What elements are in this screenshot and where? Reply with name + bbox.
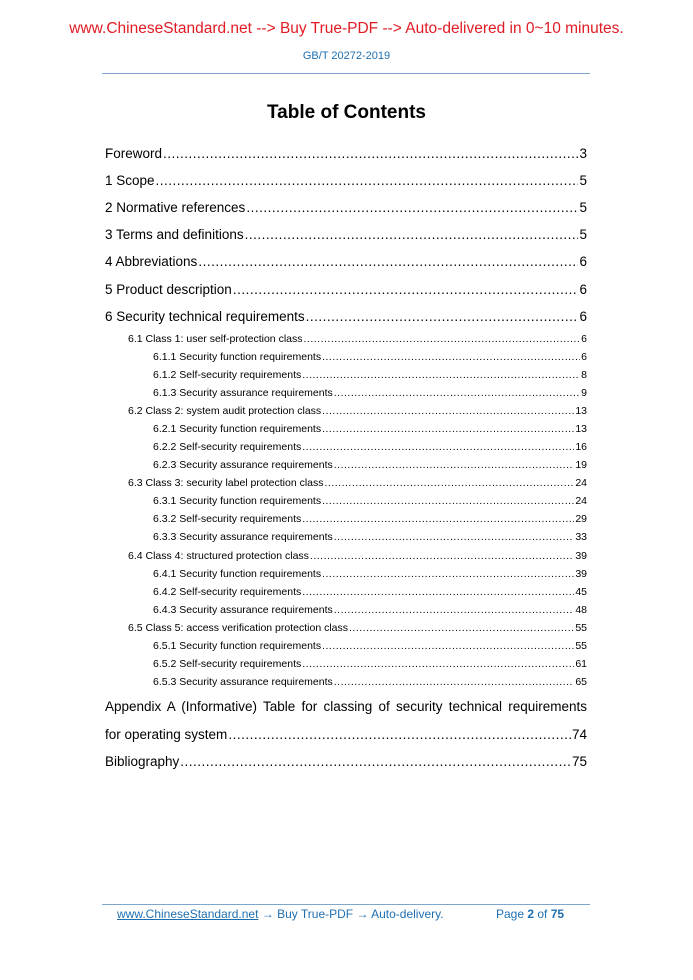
toc-entry-foreword[interactable] <box>105 146 587 161</box>
toc-entry-page: 13 <box>575 423 587 435</box>
toc-leader <box>156 173 579 188</box>
footer-site-link[interactable]: www.ChineseStandard.net <box>117 907 259 921</box>
toc-entry-page: 24 <box>575 477 587 489</box>
toc-entry-page: 45 <box>575 586 587 598</box>
toc-entry-6-3[interactable] <box>128 477 587 489</box>
toc-leader <box>306 309 579 324</box>
toc-entry-label: 5 Product description <box>105 282 232 297</box>
toc-entry-page: 55 <box>575 622 587 634</box>
toc-entry-label: 6.4.3 Security assurance requirements <box>153 604 333 616</box>
page-current: 2 <box>527 907 535 921</box>
toc-entry-label: 6.5.3 Security assurance requirements <box>153 676 333 688</box>
toc-entry-page: 9 <box>581 387 587 399</box>
toc-entry-page: 3 <box>579 146 587 161</box>
toc-entry-page: 39 <box>575 550 587 562</box>
toc-entry-6-1-1[interactable] <box>153 351 587 363</box>
toc-entry-product-description[interactable] <box>105 282 587 297</box>
toc-leader <box>322 351 580 363</box>
footer-divider <box>102 904 590 905</box>
toc-leader <box>180 754 571 769</box>
toc-leader <box>302 513 574 525</box>
toc-entry-label: 6.3.2 Self-security requirements <box>153 513 302 525</box>
toc-entry-6-5-3[interactable] <box>153 676 587 688</box>
toc-entry-scope[interactable] <box>105 173 587 188</box>
toc-entry-label: 6.1.3 Security assurance requirements <box>153 387 333 399</box>
toc-entry-page: 5 <box>579 200 587 215</box>
toc-entry-page: 24 <box>575 495 587 507</box>
toc-entry-6-3-3[interactable] <box>153 531 587 543</box>
toc-leader <box>302 586 574 598</box>
toc-entry-page: 19 <box>575 459 587 471</box>
toc-entry-page: 6 <box>579 309 587 324</box>
toc-entry-page: 61 <box>575 658 587 670</box>
toc-leader <box>322 640 574 652</box>
toc-entry-page: 5 <box>579 173 587 188</box>
toc-leader <box>334 604 575 616</box>
toc-entry-label: 6.3 Class 3: security label protection class <box>128 477 324 489</box>
toc-entry-appendix-line1[interactable]: Appendix A (Informative) Table for classing of security technical requirements <box>105 699 587 714</box>
toc-entry-6-1-3[interactable] <box>153 387 587 399</box>
toc-leader <box>325 477 575 489</box>
toc-leader <box>334 676 575 688</box>
toc-leader <box>322 405 574 417</box>
toc-leader <box>163 146 578 161</box>
toc-leader <box>322 568 574 580</box>
toc-entry-page: 74 <box>571 727 587 742</box>
toc-entry-normative-references[interactable] <box>105 200 587 215</box>
toc-entry-label: Bibliography <box>105 754 180 769</box>
toc-entry-label: 2 Normative references <box>105 200 246 215</box>
toc-entry-label: Foreword <box>105 146 163 161</box>
toc-entry-label: 4 Abbreviations <box>105 254 198 269</box>
toc-leader <box>302 441 574 453</box>
page-total: 75 <box>550 907 565 921</box>
toc-entry-terms-definitions[interactable] <box>105 227 587 242</box>
toc-entry-page: 6 <box>579 254 587 269</box>
toc-entry-label: 6.4.1 Security function requirements <box>153 568 322 580</box>
toc-entry-6-1-2[interactable] <box>153 369 587 381</box>
toc-entry-label: 6.2.3 Security assurance requirements <box>153 459 333 471</box>
toc-leader <box>245 227 579 242</box>
toc-entry-6-2-2[interactable] <box>153 441 587 453</box>
toc-entry-page: 6 <box>579 282 587 297</box>
toc-entry-6-4[interactable] <box>128 550 587 562</box>
toc-entry-label: 6.4 Class 4: structured protection class <box>128 550 309 562</box>
toc-leader <box>228 727 571 742</box>
toc-entry-page: 48 <box>575 604 587 616</box>
toc-entry-label: 6.1 Class 1: user self-protection class <box>128 333 303 345</box>
toc-entry-page: 8 <box>581 369 587 381</box>
toc-entry-abbreviations[interactable] <box>105 254 587 269</box>
toc-entry-6-2-3[interactable] <box>153 459 587 471</box>
toc-leader <box>233 282 579 297</box>
toc-leader <box>246 200 578 215</box>
page-indicator <box>496 907 564 921</box>
toc-entry-page: 5 <box>579 227 587 242</box>
toc-entry-label: 1 Scope <box>105 173 155 188</box>
toc-entry-6-5-1[interactable] <box>153 640 587 652</box>
toc-entry-label: 6.2 Class 2: system audit protection class <box>128 405 322 417</box>
toc-entry-label: 6 Security technical requirements <box>105 309 305 324</box>
toc-entry-6-2[interactable] <box>128 405 587 417</box>
toc-leader <box>304 333 581 345</box>
toc-entry-6-1[interactable] <box>128 333 587 345</box>
toc-leader <box>310 550 574 562</box>
toc-entry-page: 6 <box>581 351 587 363</box>
toc-leader <box>349 622 574 634</box>
toc-entry-6-4-3[interactable] <box>153 604 587 616</box>
toc-entry-page: 13 <box>575 405 587 417</box>
toc-leader <box>302 369 580 381</box>
toc-entry-label: 6.1.1 Security function requirements <box>153 351 322 363</box>
toc-leader <box>334 531 575 543</box>
toc-entry-label: for operating system <box>105 727 228 742</box>
header-divider <box>102 73 590 74</box>
toc-entry-6-3-1[interactable] <box>153 495 587 507</box>
toc-entry-page: 33 <box>575 531 587 543</box>
toc-entry-page: 16 <box>575 441 587 453</box>
promo-banner[interactable]: www.ChineseStandard.net --> Buy True-PDF --> Auto-delivered in 0~10 minutes. <box>69 20 624 37</box>
toc-entry-6-4-2[interactable] <box>153 586 587 598</box>
toc-leader <box>334 387 580 399</box>
toc-entry-page: 65 <box>575 676 587 688</box>
toc-entry-page: 55 <box>575 640 587 652</box>
toc-entry-page: 39 <box>575 568 587 580</box>
toc-entry-label: 6.5 Class 5: access verification protection class <box>128 622 349 634</box>
toc-entry-label: 6.3.3 Security assurance requirements <box>153 531 333 543</box>
toc-entry-label: 6.3.1 Security function requirements <box>153 495 322 507</box>
toc-entry-6-4-1[interactable] <box>153 568 587 580</box>
toc-entry-6-3-2[interactable] <box>153 513 587 525</box>
toc-entry-6-5-2[interactable] <box>153 658 587 670</box>
toc-entry-appendix[interactable] <box>105 727 587 742</box>
toc-entry-label: 6.2.1 Security function requirements <box>153 423 322 435</box>
toc-entry-page: 75 <box>571 754 587 769</box>
toc-entry-page: 6 <box>581 333 587 345</box>
toc-entry-security-technical-requirements[interactable] <box>105 309 587 324</box>
toc-entry-label: 3 Terms and definitions <box>105 227 244 242</box>
page-of: of <box>534 907 551 921</box>
toc-entry-bibliography[interactable] <box>105 754 587 769</box>
toc-entry-label: 6.1.2 Self-security requirements <box>153 369 302 381</box>
toc-entry-label: 6.4.2 Self-security requirements <box>153 586 302 598</box>
toc-leader <box>302 658 574 670</box>
footer <box>117 907 565 921</box>
toc-leader <box>322 423 574 435</box>
toc-leader <box>334 459 575 471</box>
toc-entry-6-2-1[interactable] <box>153 423 587 435</box>
toc-entry-label: 6.5.1 Security function requirements <box>153 640 322 652</box>
toc-entry-6-5[interactable] <box>128 622 587 634</box>
footer-text: → Buy True-PDF → Auto-delivery. <box>258 907 444 921</box>
toc-title: Table of Contents <box>266 102 427 123</box>
toc-entry-label: 6.2.2 Self-security requirements <box>153 441 302 453</box>
toc-entry-page: 29 <box>575 513 587 525</box>
toc-entry-label: 6.5.2 Self-security requirements <box>153 658 302 670</box>
toc-leader <box>322 495 574 507</box>
toc-leader <box>198 254 578 269</box>
page-prefix: Page <box>496 907 528 921</box>
document-number: GB/T 20272-2019 <box>302 50 391 62</box>
